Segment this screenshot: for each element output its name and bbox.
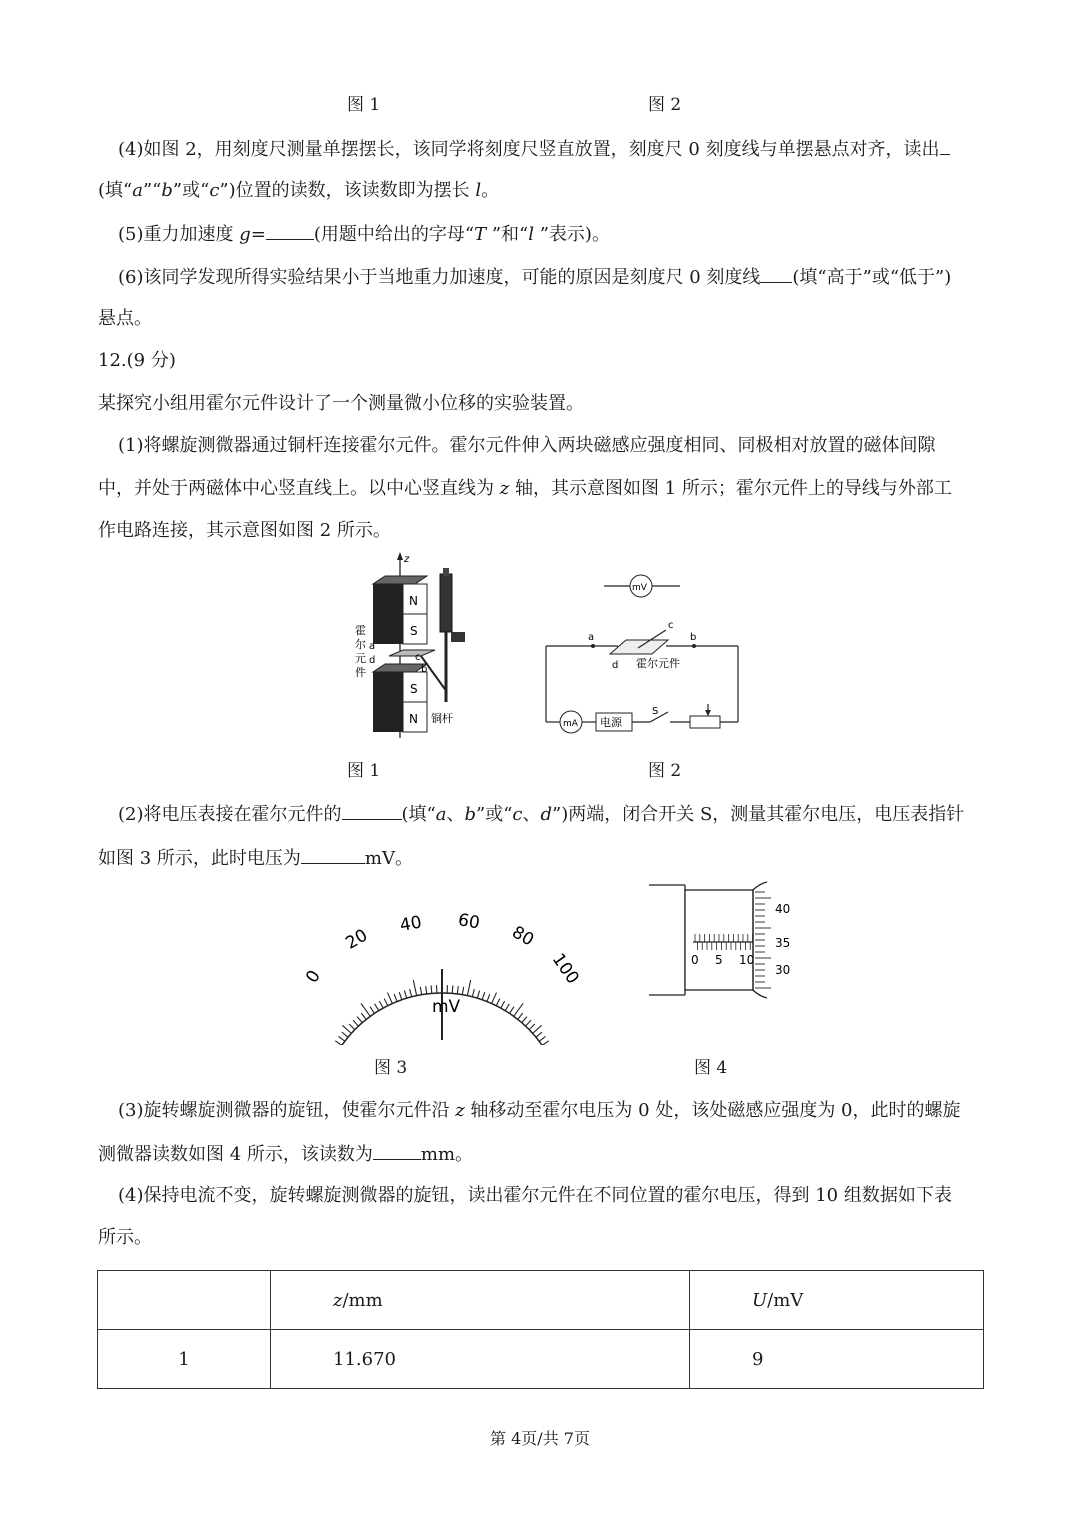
figure-caption-1: 图 1	[347, 761, 381, 781]
question-12-part1-line1: (1)将螺旋测微器通过铜杆连接霍尔元件。霍尔元件伸入两块磁感应强度相同、同极相对放置的磁体间隙	[118, 435, 936, 456]
label-a: a	[369, 641, 376, 652]
dial-tick	[510, 1007, 514, 1014]
answer-blank-5[interactable]	[266, 221, 314, 240]
dial-tick	[387, 993, 392, 1004]
dial-tick	[501, 1001, 505, 1008]
header-u-unit: /mV	[767, 1289, 804, 1311]
question-4-line-1	[118, 136, 950, 162]
text-fragment: mV。	[364, 848, 413, 869]
z-axis-label: z	[404, 554, 410, 565]
text-fragment: (填“	[98, 180, 133, 201]
variable-g: g	[239, 224, 251, 245]
variable-T: T	[474, 224, 487, 245]
question-12-part4-line2: 所示。	[98, 1227, 152, 1248]
dial-tick	[431, 985, 432, 993]
figure-2-circuit-diagram	[538, 568, 748, 740]
question-12-part2-line1	[118, 801, 964, 827]
text-fragment: ”和“	[486, 224, 529, 245]
question-4-line-2	[98, 179, 499, 203]
text-fragment: ”或“	[476, 804, 513, 825]
table-row	[98, 1330, 984, 1389]
question-12-part1-line3: 作电路连接，其示意图如图 2 所示。	[98, 520, 391, 541]
text-fragment: 。	[481, 180, 500, 201]
main-scale-label-0: 0	[691, 953, 699, 967]
header-z-var: z	[333, 1289, 343, 1311]
option-b: b	[464, 804, 476, 825]
table-header-cell-u	[690, 1271, 984, 1330]
label-mv: mV	[632, 583, 647, 593]
text-fragment: 轴，其示意图如图 1 所示；霍尔元件上的导线与外部工	[509, 478, 952, 499]
text-fragment: =	[250, 224, 266, 245]
answer-blank-12-3[interactable]	[373, 1141, 421, 1160]
thimble-label-30: 30	[775, 963, 791, 977]
text-fragment: 、	[446, 804, 465, 825]
dial-tick	[394, 994, 397, 1001]
question-12-part2-line2	[98, 845, 413, 871]
question-12-part1-line2	[98, 477, 952, 501]
option-b: b	[161, 180, 173, 201]
text-fragment: 测微器读数如图 4 所示，该读数为	[98, 1144, 373, 1165]
variable-l: l	[528, 224, 534, 245]
dial-tick	[375, 1004, 379, 1011]
question-12-part3-line2	[98, 1141, 473, 1167]
question-4-text: (4)如图 2，用刻度尺测量单摆摆长，该同学将刻度尺竖直放置，刻度尺 0 刻度线与单摆悬点对齐，读出	[118, 139, 940, 160]
dial-tick	[338, 1036, 344, 1041]
data-table	[97, 1270, 984, 1389]
dial-label-80: 80	[508, 922, 538, 951]
dial-tick	[472, 989, 474, 997]
dial-label-40: 40	[398, 912, 424, 936]
text-fragment: (填“高于”或“低于”)	[792, 267, 952, 288]
option-d: d	[540, 804, 553, 825]
text-fragment: 、	[522, 804, 541, 825]
page-footer: 第 4页/共 7页	[490, 1429, 590, 1448]
main-scale-label-5: 5	[715, 953, 723, 967]
label-d: d	[612, 660, 619, 671]
dial-tick	[536, 1032, 542, 1037]
dial-tick	[370, 1007, 374, 1014]
label-b: b	[421, 664, 428, 675]
thimble-label-40: 40	[775, 902, 791, 916]
figure-caption-1-top: 图 1	[347, 95, 381, 115]
table-header-cell-z	[271, 1271, 690, 1330]
main-scale-label-10: 10	[739, 953, 755, 967]
variable-l: l	[475, 180, 482, 201]
micrometer-knob	[443, 568, 449, 576]
figure-caption-2-top: 图 2	[648, 95, 682, 115]
text-fragment: ”或“	[172, 180, 210, 201]
dial-tick	[404, 991, 406, 999]
dial-label-100: 100	[547, 949, 583, 988]
dial-tick	[353, 1020, 358, 1026]
rheostat-symbol	[690, 716, 720, 728]
z-axis-arrow	[397, 552, 403, 560]
dial-tick	[487, 994, 490, 1001]
text-fragment: ”)两端，闭合开关 S，测量其霍尔电压，电压表指针	[552, 804, 965, 825]
dial-tick	[529, 1024, 535, 1030]
thimble-ticks	[755, 892, 771, 988]
dial-tick	[361, 1013, 366, 1019]
label-d: d	[369, 655, 376, 666]
upper-magnet-top	[373, 576, 427, 584]
label-c: c	[415, 652, 421, 663]
text-fragment: 如图 3 所示，此时电压为	[98, 848, 301, 869]
dial-tick	[539, 1036, 545, 1041]
label-a: a	[588, 632, 595, 643]
dial-tick	[526, 1020, 531, 1026]
dial-tick	[457, 986, 458, 994]
label-s-top: S	[410, 624, 418, 638]
text-fragment: 轴移动至霍尔电压为 0 处，该处磁感应强度为 0，此时的螺旋	[464, 1100, 961, 1121]
text-fragment: (填“	[401, 804, 436, 825]
option-c: c	[209, 180, 220, 201]
question-5	[118, 221, 610, 247]
dial-tick	[482, 992, 485, 1000]
header-u-var: U	[752, 1289, 768, 1311]
dial-tick	[410, 989, 412, 997]
dial-tick	[477, 991, 479, 999]
label-n-bottom: N	[409, 712, 418, 726]
question-6-line-2: 悬点。	[98, 308, 152, 329]
label-hall-element: 霍尔元件	[636, 657, 680, 670]
dial-tick	[384, 999, 388, 1006]
text-fragment: (2)将电压表接在霍尔元件的	[118, 804, 342, 825]
question-12-heading: 12.(9 分)	[98, 350, 176, 371]
question-12-part3-line1	[118, 1099, 961, 1123]
thimble-label-35: 35	[775, 936, 791, 950]
label-n-top: N	[409, 594, 418, 608]
label-s-bottom: S	[410, 682, 418, 696]
dial-tick	[399, 992, 402, 1000]
label-yuan: 元	[355, 652, 366, 665]
table-cell-u: 9	[690, 1330, 984, 1389]
dial-tick	[533, 1025, 542, 1033]
dial-tick	[335, 1041, 342, 1045]
lower-magnet-side	[373, 672, 403, 732]
dial-tick	[426, 986, 427, 994]
micrometer-clamp	[451, 632, 465, 642]
label-switch: S	[652, 706, 659, 717]
figure-caption-2: 图 2	[648, 761, 682, 781]
label-ma: mA	[563, 719, 578, 729]
dial-tick	[413, 980, 416, 996]
label-c: c	[668, 620, 674, 631]
figure-caption-3: 图 3	[374, 1058, 408, 1078]
dial-label-0: 0	[302, 966, 325, 987]
question-12-intro: 某探究小组用霍尔元件设计了一个测量微小位移的实验装置。	[98, 393, 584, 414]
dial-tick	[522, 1017, 527, 1023]
dial-label-60: 60	[456, 910, 482, 934]
table-header-row	[98, 1271, 984, 1330]
micrometer-barrel	[440, 574, 452, 632]
dial-tick	[518, 1013, 523, 1019]
hall-element	[389, 650, 435, 656]
dial-tick	[505, 1004, 509, 1011]
text-fragment: ”)位置的读数，该读数即为摆长	[219, 180, 476, 201]
dial-tick	[542, 1041, 549, 1045]
text-fragment: mm。	[420, 1144, 474, 1165]
answer-blank-6[interactable]	[760, 264, 792, 283]
answer-blank-12-2a[interactable]	[342, 801, 402, 820]
header-z-unit: /mm	[342, 1289, 383, 1311]
dial-tick	[452, 985, 453, 993]
text-fragment: (3)旋转螺旋测微器的旋钮，使霍尔元件沿	[118, 1100, 456, 1121]
dial-tick	[462, 987, 463, 995]
text-fragment: (5)重力加速度	[118, 224, 240, 245]
label-er: 尔	[355, 638, 366, 651]
text-fragment: ”“	[142, 180, 162, 201]
dial-tick	[420, 987, 421, 995]
option-a: a	[435, 804, 447, 825]
figure-1-magnet-diagram	[355, 552, 485, 742]
text-fragment: 中，并处于两磁体中心竖直线上。以中心竖直线为	[98, 478, 500, 499]
figure-caption-4: 图 4	[694, 1058, 728, 1078]
upper-magnet-side	[373, 584, 403, 644]
dial-unit-label: mV	[432, 997, 461, 1017]
dial-tick	[357, 1017, 362, 1023]
label-copper-rod: 铜杆	[431, 712, 453, 725]
text-fragment: (6)该同学发现所得实验结果小于当地重力加速度，可能的原因是刻度尺 0 刻度线	[118, 267, 761, 288]
question-6-line-1	[118, 264, 951, 290]
dial-tick	[349, 1024, 355, 1030]
figure-4-micrometer-reading	[645, 880, 805, 1000]
dial-tick	[342, 1025, 351, 1033]
dial-tick	[467, 980, 470, 996]
dial-label-20: 20	[342, 925, 372, 954]
answer-blank-12-2b[interactable]	[301, 845, 365, 864]
text-fragment: ”表示)。	[534, 224, 610, 245]
question-12-part4-line1: (4)保持电流不变，旋转螺旋测微器的旋钮，读出霍尔元件在不同位置的霍尔电压，得到 10 组数据如下表	[118, 1185, 952, 1206]
dial-tick	[342, 1032, 348, 1037]
option-c: c	[512, 804, 523, 825]
dial-tick	[496, 999, 500, 1006]
label-b: b	[690, 632, 697, 643]
table-cell-index: 1	[98, 1330, 271, 1389]
label-huo: 霍	[355, 624, 366, 637]
text-fragment: (用题中给出的字母“	[313, 224, 475, 245]
label-power: 电源	[600, 716, 622, 729]
figure-3-millivoltmeter-dial	[300, 900, 600, 1045]
label-jian: 件	[355, 666, 366, 679]
dial-tick	[492, 993, 497, 1004]
variable-z: z	[455, 1100, 465, 1121]
variable-z: z	[499, 478, 510, 499]
dial-tick	[379, 1001, 383, 1008]
table-header-cell-index	[98, 1271, 271, 1330]
answer-blank-4[interactable]	[940, 136, 950, 155]
table-cell-z: 11.670	[271, 1330, 690, 1389]
lower-magnet-top	[373, 664, 427, 672]
option-a: a	[132, 180, 143, 201]
